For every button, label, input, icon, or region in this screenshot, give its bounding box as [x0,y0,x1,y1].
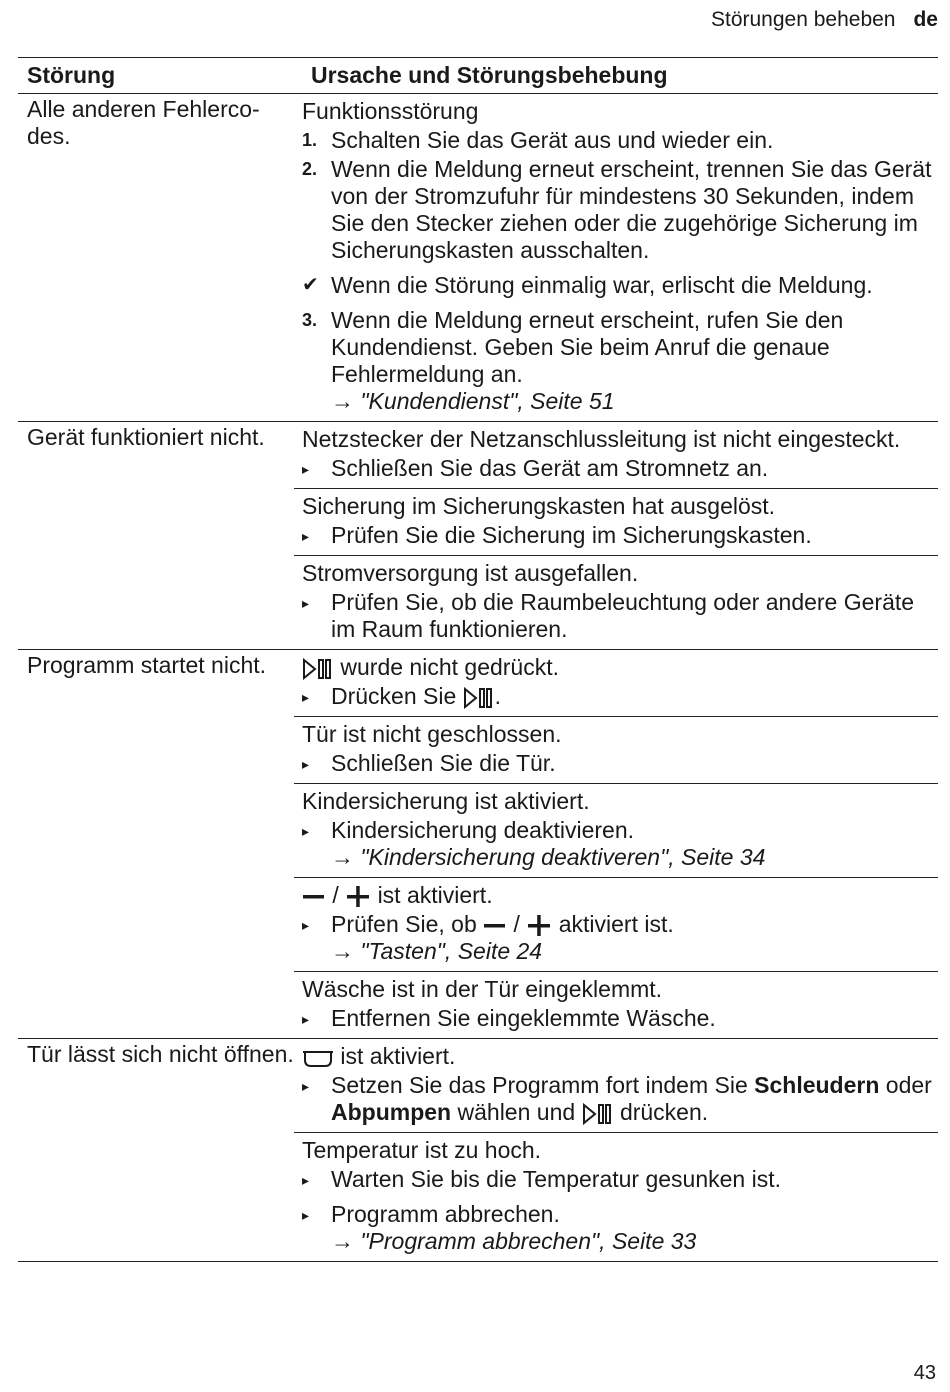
reference-text: "Tasten", Seite 24 [360,938,543,964]
cause-text: ist aktiviert. [340,1043,456,1069]
bullet-icon: ▸ [302,823,310,839]
cause-title: Netzstecker der Netzanschlussleitung ist nicht eingesteckt. [302,426,901,452]
bullet-icon: ▸ [302,461,310,477]
cause-entry [294,1039,938,1132]
action-text: Schließen Sie die Tür. [331,750,556,776]
cause-entry [294,877,938,971]
action-item [302,911,938,965]
page-header [711,8,938,32]
action-item [302,455,938,482]
step-text: Wenn die Meldung erneut erscheint, trennen Sie das Gerät von der Stromzufuhr für mindestens 30 Sekunden, indem Sie den Stecker ziehen oder die zugehörige Sicherung im Sicherungskasten ausschalten. [331,156,932,263]
action-item [302,522,938,549]
cause-entry [294,488,938,555]
action-text: Schließen Sie das Gerät am Stromnetz an. [331,455,769,481]
cause-entry [294,422,938,488]
step-number: 2. [302,159,318,179]
action-item [302,683,938,710]
fault-label: Programm startet nicht. [27,652,267,678]
table-header [18,58,938,94]
cause-title [302,1043,938,1070]
bullet-icon: ▸ [302,689,310,705]
step-text: Wenn die Meldung erneut erscheint, rufen Sie den Kundendienst. Geben Sie beim Anruf die genaue Fehlermeldung an. [331,307,844,387]
punctuation: . [494,683,502,709]
action-item [302,817,938,871]
column-header-cause: Ursache und Störungsbehebung [311,62,668,88]
action-text: Warten Sie bis die Temperatur gesunken ist. [331,1166,782,1192]
bullet-icon: ▸ [302,1172,310,1188]
separator: / [332,882,339,908]
tub-icon [302,1047,334,1069]
plus-icon [345,886,371,908]
cause-list [294,422,938,649]
step-number: 1. [302,130,318,150]
bullet-icon: ▸ [302,917,310,933]
cause-entry [294,783,938,877]
action-text: Prüfen Sie, ob die Raumbeleuchtung oder andere Geräte im Raum funktionieren. [331,589,915,642]
page-number: 43 [913,1362,936,1384]
step-1 [302,127,938,154]
cause-list [294,94,938,421]
column-header-fault: Störung [27,62,116,88]
bullet-icon: ▸ [302,756,310,772]
cause-entry [294,650,938,716]
cause-title: Kindersicherung ist aktiviert. [302,788,590,814]
bullet-icon: ▸ [302,1011,310,1027]
reference-text: "Kundendienst", Seite 51 [360,388,615,414]
action-text: Drücken Sie [331,683,457,709]
cause-list [294,650,938,1038]
step-number: 3. [302,310,318,330]
cross-reference-link[interactable] [331,844,938,871]
action-text: Programm abbrechen. [331,1201,560,1227]
minus-icon [483,915,507,937]
fault-label: Alle anderen Fehlercodes. [27,96,260,149]
action-item [302,750,938,777]
cause-entry [294,555,938,649]
bullet-icon: ▸ [302,1078,310,1094]
result-1 [302,272,938,299]
action-text: oder [885,1072,932,1098]
fault-label: Tür lässt sich nicht öffnen. [27,1041,294,1067]
bullet-icon: ▸ [302,595,310,611]
fault-group-other-codes [18,94,938,422]
fault-group-door-not-opening [18,1039,938,1262]
cross-reference-link[interactable] [331,1228,938,1255]
troubleshooting-table [18,57,938,1262]
reference-text: "Kindersicherung deaktiveren", Seite 34 [360,844,766,870]
cause-entry [294,971,938,1038]
cause-title: Sicherung im Sicherungskasten hat ausgelöst. [302,493,776,519]
cause-text: ist aktiviert. [377,882,493,908]
action-item [302,1166,938,1193]
cause-title: Wäsche ist in der Tür eingeklemmt. [302,976,663,1002]
action-item [302,1072,938,1126]
plus-icon [526,915,552,937]
option-spin: Schleudern [754,1072,880,1098]
cause-entry [294,94,938,421]
action-text: aktiviert ist. [558,911,674,937]
separator: / [513,911,520,937]
fault-group-program-not-starting [18,650,938,1039]
action-text: wählen und [457,1099,576,1125]
check-icon: ✔ [302,274,319,296]
cause-list [294,1039,938,1261]
arrow-icon: → [331,844,354,870]
step-3 [302,307,938,415]
result-text: Wenn die Störung einmalig war, erlischt die Meldung. [331,272,873,298]
cause-text: wurde nicht gedrückt. [340,654,560,680]
action-text: Kindersicherung deaktivieren. [331,817,635,843]
cause-title: Tür ist nicht geschlossen. [302,721,562,747]
section-title: Störungen beheben [710,8,896,31]
cross-reference-link[interactable] [331,938,938,965]
step-text: Schalten Sie das Gerät aus und wieder ein. [331,127,774,153]
arrow-icon: → [331,938,354,964]
bullet-icon: ▸ [302,1207,310,1223]
bullet-icon: ▸ [302,528,310,544]
cause-title [302,654,938,681]
action-text: Setzen Sie das Programm fort indem Sie [331,1072,748,1098]
start-pause-icon [582,1103,614,1125]
start-pause-icon [463,687,495,709]
option-drain: Abpumpen [331,1099,452,1125]
fault-label: Gerät funktioniert nicht. [27,424,265,450]
cause-title: Temperatur ist zu hoch. [302,1137,542,1163]
action-text: Prüfen Sie, ob [331,911,477,937]
action-text: Prüfen Sie die Sicherung im Sicherungskasten. [331,522,812,548]
cause-title [302,882,938,909]
arrow-icon: → [331,388,354,414]
arrow-icon: → [331,1228,354,1254]
fault-group-not-working [18,422,938,650]
start-pause-icon [302,658,334,680]
cause-title: Funktionsstörung [302,98,479,124]
language-tag: de [913,8,938,31]
cause-title: Stromversorgung ist ausgefallen. [302,560,639,586]
action-item [302,589,938,643]
cause-entry [294,1132,938,1261]
reference-text: "Programm abbrechen", Seite 33 [360,1228,697,1254]
cross-reference-link[interactable] [331,388,938,415]
step-2 [302,156,938,264]
action-item [302,1005,938,1032]
minus-icon [302,886,326,908]
cause-entry [294,716,938,783]
action-text: drücken. [619,1099,709,1125]
action-item [302,1201,938,1255]
action-text: Entfernen Sie eingeklemmte Wäsche. [331,1005,716,1031]
